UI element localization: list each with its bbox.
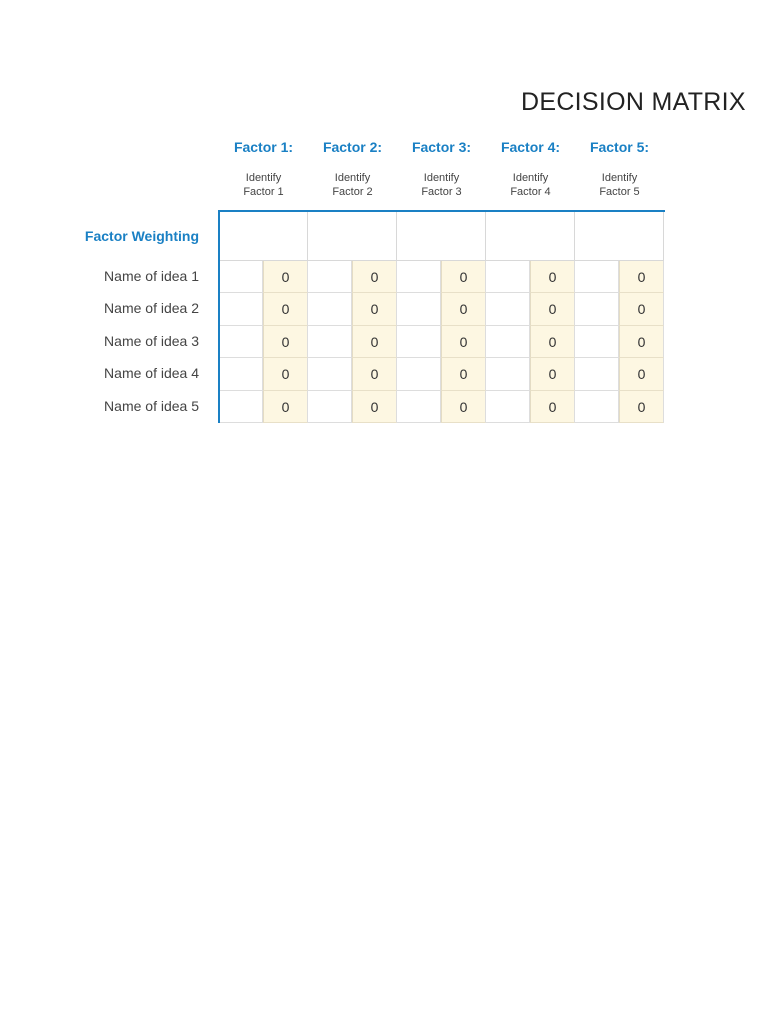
factor-description-line: Identify <box>423 172 460 184</box>
score-input-cell[interactable] <box>397 391 441 423</box>
factor-4-weight-cell[interactable] <box>486 212 575 261</box>
factor-3-description <box>397 172 486 199</box>
score-input-cell[interactable] <box>486 358 530 390</box>
factor-1-description <box>219 172 308 199</box>
weighted-score-cell: 0 <box>352 391 397 423</box>
score-input-cell[interactable] <box>308 293 352 325</box>
title-viewport <box>440 84 746 124</box>
factor-description-line: Factor 1 <box>243 185 284 198</box>
weighted-score-cell: 0 <box>619 293 664 325</box>
score-input-cell[interactable] <box>486 261 530 293</box>
weighted-score-cell: 0 <box>441 261 486 293</box>
score-input-cell[interactable] <box>308 261 352 293</box>
weighted-score-cell: 0 <box>619 391 664 423</box>
score-input-cell[interactable] <box>220 261 263 293</box>
weighted-score-cell: 0 <box>263 261 308 293</box>
factor-description-line: Identify <box>601 172 638 184</box>
weighted-score-cell: 0 <box>441 391 486 423</box>
factor-5-heading: Factor 5: <box>589 139 650 155</box>
score-input-cell[interactable] <box>220 358 263 390</box>
score-input-cell[interactable] <box>308 358 352 390</box>
weighted-score-cell: 0 <box>619 326 664 358</box>
idea-name-label[interactable]: Name of idea 1 <box>104 268 199 284</box>
factor-description-line: Factor 2 <box>332 185 373 198</box>
score-input-cell[interactable] <box>220 293 263 325</box>
factor-2-heading: Factor 2: <box>322 139 383 155</box>
factor-description-line: Factor 3 <box>421 185 462 198</box>
factor-description-line: Factor 4 <box>510 185 551 198</box>
weighted-score-cell: 0 <box>441 293 486 325</box>
weighted-score-cell: 0 <box>530 391 575 423</box>
factor-description-line: Identify <box>334 172 371 184</box>
weighted-score-cell: 0 <box>441 326 486 358</box>
factor-description-line: Identify <box>245 172 282 184</box>
idea-name-label[interactable]: Name of idea 2 <box>104 300 199 317</box>
score-input-cell[interactable] <box>397 293 441 325</box>
factor-description-line: Identify <box>512 172 549 184</box>
factor-1-heading: Factor 1: <box>233 139 294 155</box>
weighted-score-cell: 0 <box>263 326 308 358</box>
score-input-cell[interactable] <box>486 391 530 423</box>
weighted-score-cell: 0 <box>441 358 486 390</box>
score-input-cell[interactable] <box>397 261 441 293</box>
score-input-cell[interactable] <box>308 391 352 423</box>
weighted-score-cell: 0 <box>530 293 575 325</box>
factor-3-weight-cell[interactable] <box>397 212 486 261</box>
score-input-cell[interactable] <box>575 326 619 358</box>
factor-weighting-label: Factor Weighting <box>84 228 199 244</box>
weighted-score-cell: 0 <box>530 261 575 293</box>
weighted-score-cell: 0 <box>352 293 397 325</box>
idea-name-label[interactable]: Name of idea 5 <box>104 397 199 414</box>
score-input-cell[interactable] <box>220 391 263 423</box>
weighted-score-cell: 0 <box>263 358 308 390</box>
score-input-cell[interactable] <box>575 358 619 390</box>
factor-1-weight-cell[interactable] <box>220 212 308 261</box>
factor-2-description <box>308 172 397 199</box>
score-input-cell[interactable] <box>397 326 441 358</box>
factor-5-weight-cell[interactable] <box>575 212 664 261</box>
score-input-cell[interactable] <box>486 326 530 358</box>
weighted-score-cell: 0 <box>352 261 397 293</box>
factor-description-line: Factor 5 <box>599 185 640 198</box>
score-input-cell[interactable] <box>486 293 530 325</box>
score-input-cell[interactable] <box>308 326 352 358</box>
weighted-score-cell: 0 <box>619 261 664 293</box>
factor-4-heading: Factor 4: <box>500 139 561 155</box>
weighted-score-cell: 0 <box>263 391 308 423</box>
score-input-cell[interactable] <box>397 358 441 390</box>
factor-3-heading: Factor 3: <box>411 139 472 155</box>
score-input-cell[interactable] <box>220 326 263 358</box>
score-input-cell[interactable] <box>575 391 619 423</box>
weighted-score-cell: 0 <box>530 358 575 390</box>
factor-5-description <box>575 172 664 199</box>
factor-4-description <box>486 172 575 199</box>
score-input-cell[interactable] <box>575 261 619 293</box>
weighted-score-cell: 0 <box>352 326 397 358</box>
factor-2-weight-cell[interactable] <box>308 212 397 261</box>
score-input-cell[interactable] <box>575 293 619 325</box>
page-title: DECISION MATRIX <box>521 88 746 116</box>
idea-name-label[interactable]: Name of idea 4 <box>104 365 199 382</box>
weighted-score-cell: 0 <box>263 293 308 325</box>
idea-name-label[interactable]: Name of idea 3 <box>104 332 199 349</box>
weighted-score-cell: 0 <box>352 358 397 390</box>
weighted-score-cell: 0 <box>619 358 664 390</box>
weighted-score-cell: 0 <box>530 326 575 358</box>
